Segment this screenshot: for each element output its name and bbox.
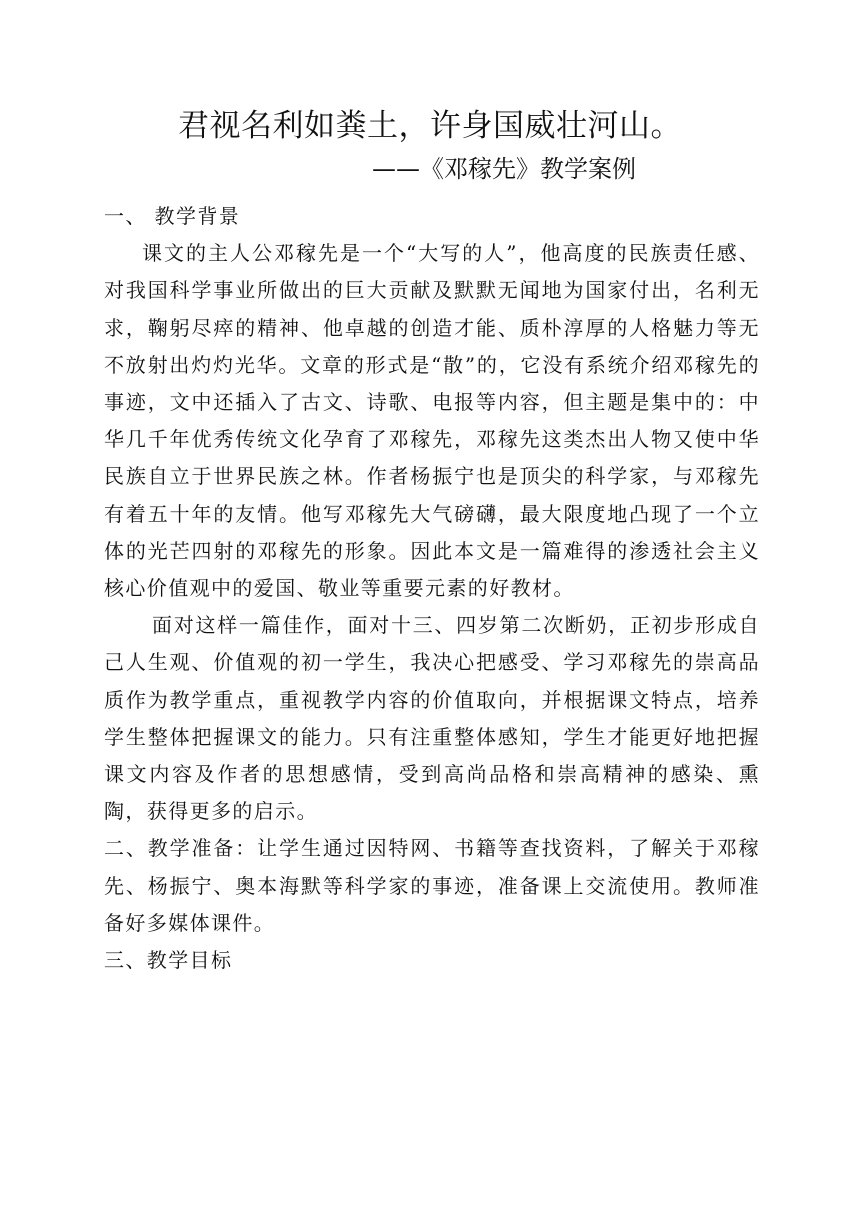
section-heading-background: 一、 教学背景 xyxy=(104,204,241,228)
document-title: 君视名利如粪土，许身国威壮河山。 xyxy=(178,108,682,144)
paragraph-background-2: 面对这样一篇佳作，面对十三、四岁第二次断奶，正初步形成自己人生观、价值观的初一学生，我决心把感受、学习邓稼先的崇高品质作为教学重点，重视教学内容的价值取向，并根据课文特点，培养学生整体把握课文的能力。只有注重整体感知，学生才能更好地把握课文内容及作者的思想感情，受到高尚品格和崇高精神的感染、熏陶，获得更多的启示。 xyxy=(104,613,760,824)
paragraph-background-1: 课文的主人公邓稼先是一个“大写的人”，他高度的民族责任感、对我国科学事业所做出的巨大贡献及默默无闻地为国家付出，名利无求，鞠躬尽瘁的精神、他卓越的创造才能、质朴淳厚的人格魅力等无不放射出灼灼光华。文章的形式是“散”的，它没有系统介绍邓稼先的事迹，文中还插入了古文、诗歌、电报等内容，但主题是集中的：中华几千年优秀传统文化孕育了邓稼先，邓稼先这类杰出人物又使中华民族自立于世界民族之林。作者杨振宁也是顶尖的科学家，与邓稼先有着五十年的友情。他写邓稼先大气磅礴，最大限度地凸现了一个立体的光芒四射的邓稼先的形象。因此本文是一篇难得的渗透社会主义核心价值观中的爱国、敬业等重要元素的好教材。 xyxy=(104,241,760,601)
section-preparation: 二、教学准备：让学生通过因特网、书籍等查找资料，了解关于邓稼先、杨振宁、奥本海默等科学家的事迹，准备课上交流使用。教师准备好多媒体课件。 xyxy=(104,836,760,935)
section-heading-objectives: 三、教学目标 xyxy=(104,948,233,973)
document-body xyxy=(104,198,760,979)
document-subtitle: ——《邓稼先》教学案例 xyxy=(372,155,636,183)
